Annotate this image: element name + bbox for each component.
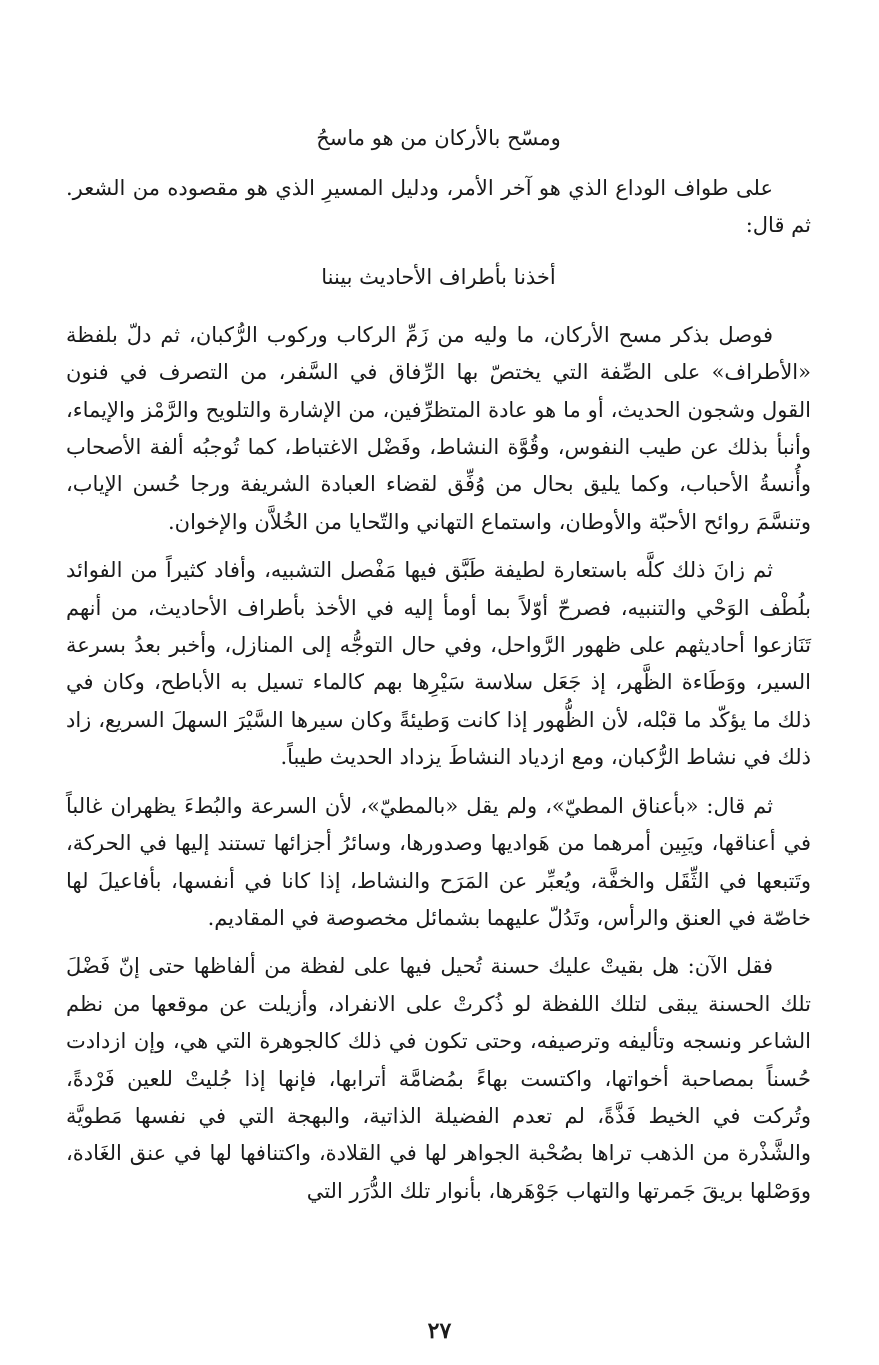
paragraph-5: فقل الآن: هل بقيتْ عليك حسنة تُحيل فيها على لفظة من ألفاظها حتى إنّ فَضْلَ تلك الحسنة يبقى لتلك اللفظة لو ذُكرتْ على الانفراد، وأزيلت عن موقعها من نظم الشاعر ونسجه وتأليفه وترصيفه، وحتى تكون في ذلك كالجوهرة التي هي، وإن ازدادت حُسناً بمصاحبة أخواتها، واكتست بهاءً بمُضامَّة أترابها، فإنها إذا جُليتْ للعين فَرْدةً، وتُركت في الخيط فَذَّةً، لم تعدم الفضيلة الذاتية، والبهجة التي في نفسها مَطويَّة والشَّذْرة من الذهب تراها بصُحْبة الجواهر لها في القلادة، واكتنافها لها في عنق الغَادة، ووَصْلها بريقَ جَمرتها والتهاب جَوْهَرها، بأنوار تلك الدُّرَر التي bbox=[66, 954, 811, 1203]
verse-line-1: ومسّح بالأركان من هو ماسحُ bbox=[316, 126, 561, 150]
paragraph-1: على طواف الوداع الذي هو آخر الأمر، ودليل المسيرِ الذي هو مقصوده من الشعر. ثم قال: bbox=[66, 176, 811, 238]
page-number: ٢٧ bbox=[427, 1318, 452, 1344]
paragraph-3: ثم زانَ ذلك كلَّه باستعارة لطيفة طَبَّق فيها مَفْصل التشبيه، وأفاد كثيراً من الفوائد بلُطْف الوَحْي والتنبيه، فصرحّ أوّلاً بما أومأ إليه في الأخذ بأطراف الأحاديث، من أنهم تَنَازعوا أحاديثهم على ظهور الرَّواحل، وفي حال التوجُّه إلى المنازل، وأخبر بعدُ بسرعة السير، ووَطَاءة الظَّهر، إذ جَعَل سلاسة سَيْرِها بهم كالماء تسيل به الأباطح، وكان في ذلك ما يؤكّد ما قبْله، لأن الظُّهور إذا كانت وَطيئةً وكان سيرها السَّيْرَ السهلَ السريع، زاد ذلك في نشاط الرُّكبان، ومع ازدياد النشاطَ يزداد الحديث طيباً. bbox=[66, 558, 812, 770]
verse-line-2: أخذنا بأطراف الأحاديث بيننا bbox=[321, 264, 556, 289]
paragraph-4: ثم قال: «بأعناق المطيّ»، ولم يقل «بالمطيّ»، لأن السرعة والبُطءَ يظهران غالباً في أعناقها، ويَبِين أمرهما من هَواديها وصدورها، وسائرُ أجزائها تستند إليها في الحركة، وتَتبعها في الثِّقَل والخفَّة، ويُعبِّر عن المَرَح والنشاط، إذا كانا في أنفسها، بأفاعيلَ لها خاصّة في العنق والرأس، وتَدُلّ عليهما بشمائل مخصوصة في المقاديم. bbox=[66, 793, 811, 930]
paragraph-2: فوصل بذكر مسح الأركان، ما وليه من زَمِّ الركاب وركوب الرُّكبان، ثم دلّ بلفظة «الأطراف» على الصِّفة التي يختصّ بها الرِّفاق في السَّفر، من التصرف في فنون القول وشجون الحديث، أو ما هو عادة المتظرِّفين، من الإشارة والتلويح والرَّمْز والإيماء، وأنبأ بذلك عن طيب النفوس، وقُوَّة النشاط، وفَضْل الاغتباط، كما تُوجبُه ألفة الأصحاب وأُنسةُ الأحباب، وكما يليق بحال من وُفِّق لقضاء العبادة الشريفة ورجا حُسن الإياب، وتنسَّمَ روائح الأحبّة والأوطان، واستماع التهاني والتّحايا من الخُلاَّن والإخوان. bbox=[66, 322, 811, 534]
